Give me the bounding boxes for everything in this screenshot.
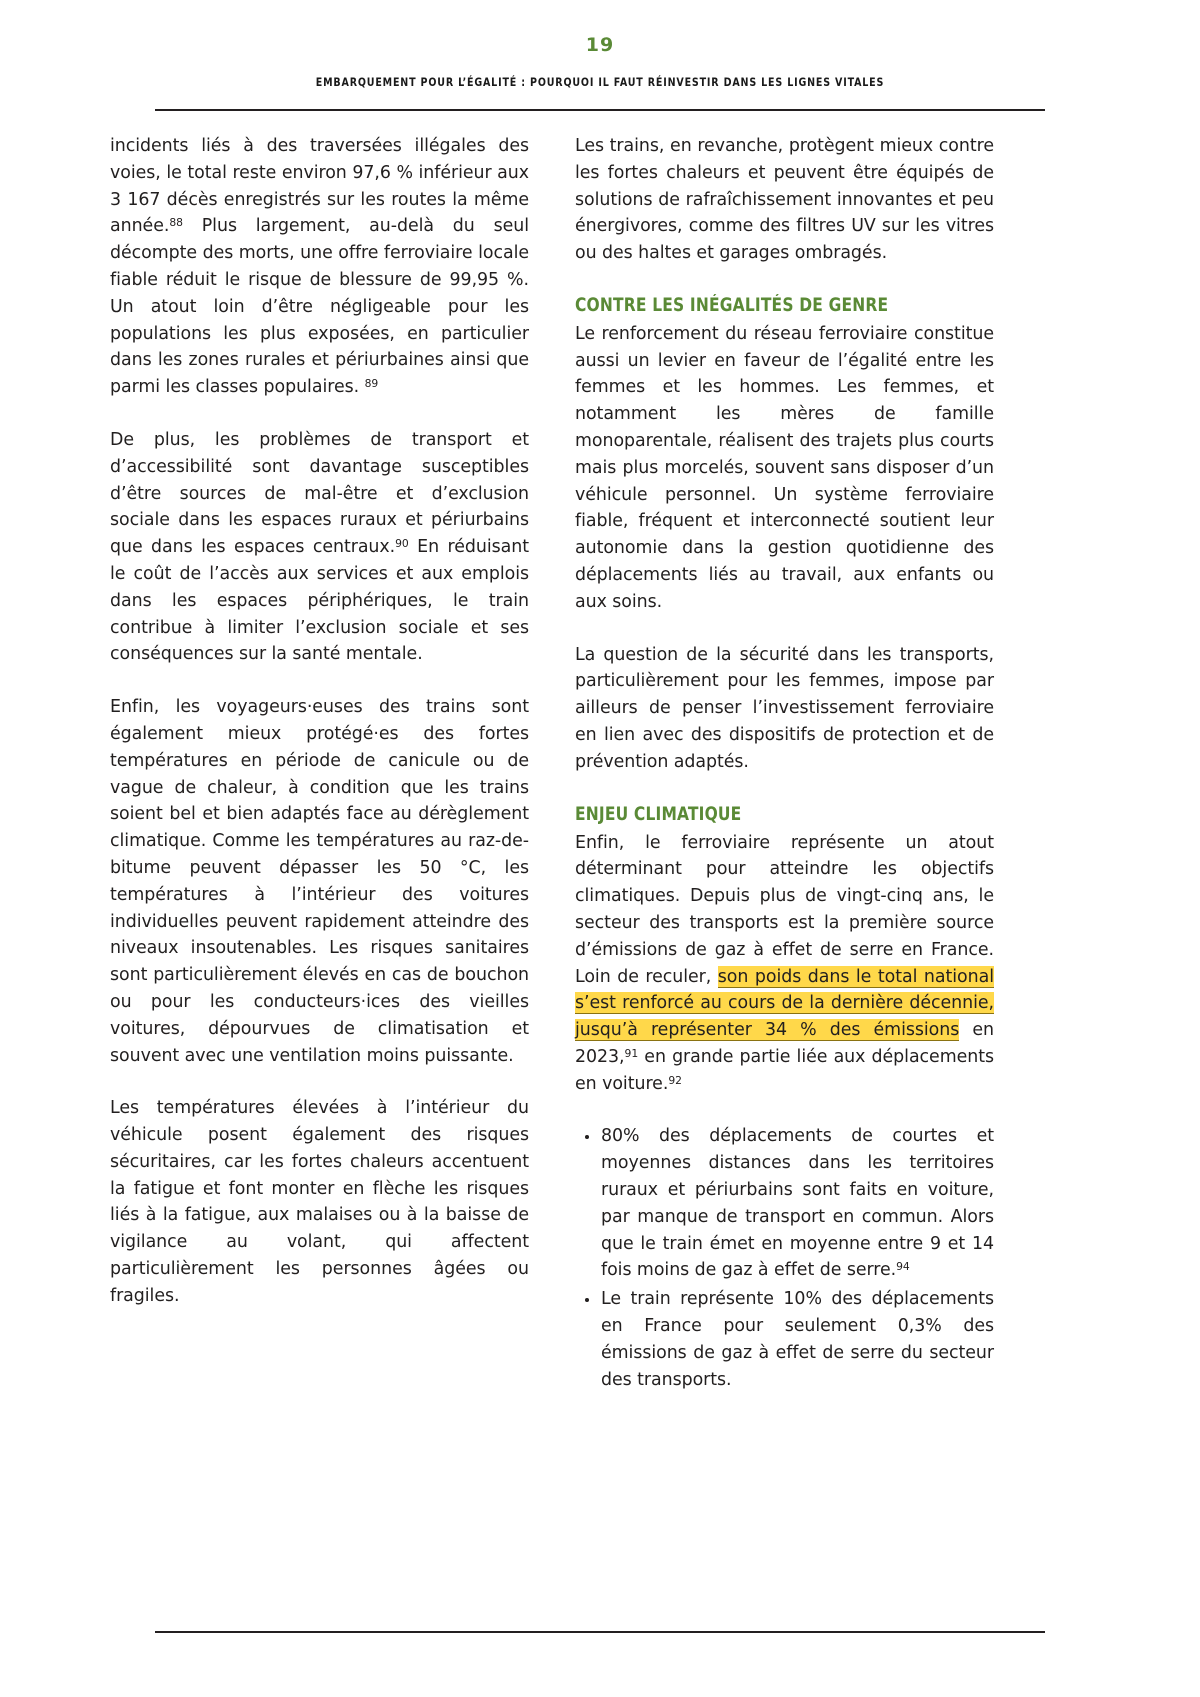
paragraph-securite-transports: La question de la sécurité dans les transports, particulièrement pour les femmes, impose par ailleurs de penser l’investissement ferroviaire en lien avec des dispositifs de protection et de prévention adaptés. bbox=[575, 644, 994, 772]
paragraph-incidents: incidents liés à des traversées illégales des voies, le total reste environ 97,6 % inférieur aux 3 167 décès enregistrés sur les routes la même année.$^{88}$ Plus largement, au-delà du seul décompte des morts, une offre ferroviaire locale fiable réduit le risque de blessure de 99,95 %. Un atout loin d’être négligeable pour les populations les plus exposées, en particulier dans les zones rurales et périurbaines ainsi que parmi les classes populaires. $^{89}$ bbox=[110, 136, 529, 398]
section-heading-climat: ENJEU CLIMATIQUE bbox=[575, 803, 742, 825]
right-column bbox=[575, 133, 994, 1395]
highlighted-text: son poids dans le total national s’est renforcé au cours de la dernière décennie, jusqu’à représenter 34 % des émissions bbox=[575, 966, 994, 1041]
footnote-marker: 94 bbox=[896, 1260, 910, 1274]
left-column bbox=[110, 133, 529, 1395]
page-number: 19 bbox=[585, 34, 615, 56]
footnote-marker: 89 bbox=[364, 377, 379, 390]
paragraph-climat: Enfin, le ferroviaire représente un atout déterminant pour atteindre les objectifs climatiques. Depuis plus de vingt-cinq ans, le secteur des transports est la première source d’émissions de gaz à effet de serre en France. Loin de reculer, son poids dans le total national s’est renforcé au cours de la dernière décennie, jusqu’à représenter 34 % des émissions en 2023,91 en grande partie liée aux déplacements en voiture.$^{92}$ bbox=[575, 832, 994, 1094]
paragraph-securite: Les températures élevées à l’intérieur du véhicule posent également des risques sécuritaires, car les fortes chaleurs accentuent la fatigue et font monter en flèche les risques liés à la fatigue, aux malaises ou à la baisse de vigilance au volant, qui affectent particulièrement les personnes âgées ou fragiles. bbox=[110, 1098, 529, 1306]
climate-facts-list bbox=[575, 1123, 994, 1393]
paragraph-accessibilite: De plus, les problèmes de transport et d’accessibilité sont davantage susceptibles d’être sources de mal-être et d’exclusion sociale dans les espaces ruraux et périurbains que dans les espaces centraux.$^{90}$ En réduisant le coût de l’accès aux services et aux emplois dans les espaces périphériques, le train contribue à limiter l’exclusion sociale et ses conséquences sur la santé mentale. bbox=[110, 429, 529, 665]
list-item: Le train représente 10% des déplacements en France pour seulement 0,3% des émissions de gaz à effet de serre du secteur des transports. bbox=[601, 1286, 994, 1393]
paragraph-renforcement: Le renforcement du réseau ferroviaire constitue aussi un levier en faveur de l’égalité entre les femmes et les hommes. Les femmes, et notamment les mères de famille monoparentale, réalisent des trajets plus courts mais plus morcelés, souvent sans disposer d’un véhicule personnel. Un système ferroviaire fiable, fréquent et interconnecté soutient leur autonomie dans la gestion quotidienne des déplacements liés au travail, aux enfants ou aux soins. bbox=[575, 323, 994, 612]
list-item: 80% des déplacements de courtes et moyennes distances dans les territoires ruraux et périurbains sont faits en voiture, par manque de transport en commun. Alors que le train émet en moyenne entre 9 et 14 fois moins de gaz à effet de serre.$^{94}$ bbox=[601, 1123, 994, 1284]
paragraph-chaleur: Enfin, les voyageurs·euses des trains sont également mieux protégé·es des fortes températures en période de canicule ou de vague de chaleur, à condition que les trains soient bel et bien adaptés face au dérèglement climatique. Comme les températures au raz-de-bitume peuvent dépasser les 50 °C, les températures à l’intérieur des voitures individuelles peuvent rapidement atteindre des niveaux insoutenables. Les risques sanitaires sont particulièrement élevés en cas de bouchon ou pour les conducteurs·ices des vieilles voitures, dépourvues de climatisation et souvent avec une ventilation moins puissante. bbox=[110, 697, 529, 1066]
footnote-marker: 91 bbox=[624, 1046, 639, 1060]
running-head: EMBARQUEMENT POUR L’ÉGALITÉ : POURQUOI IL FAUT RÉINVESTIR DANS LES LIGNES VITALES bbox=[315, 75, 885, 89]
two-column-body bbox=[110, 133, 994, 1395]
footnote-marker: 88 bbox=[169, 216, 183, 230]
footer-rule bbox=[155, 1631, 1045, 1633]
section-heading-genre: CONTRE LES INÉGALITÉS DE GENRE bbox=[575, 294, 889, 316]
footnote-marker: 92 bbox=[668, 1073, 682, 1087]
paragraph-trains: Les trains, en revanche, protègent mieux contre les fortes chaleurs et peuvent être équipés de solutions de rafraîchissement innovantes et peu énergivores, comme des filtres UV sur les vitres ou des haltes et garages ombragés. bbox=[575, 136, 994, 264]
header-rule bbox=[155, 109, 1045, 111]
footnote-marker: 90 bbox=[395, 536, 409, 550]
